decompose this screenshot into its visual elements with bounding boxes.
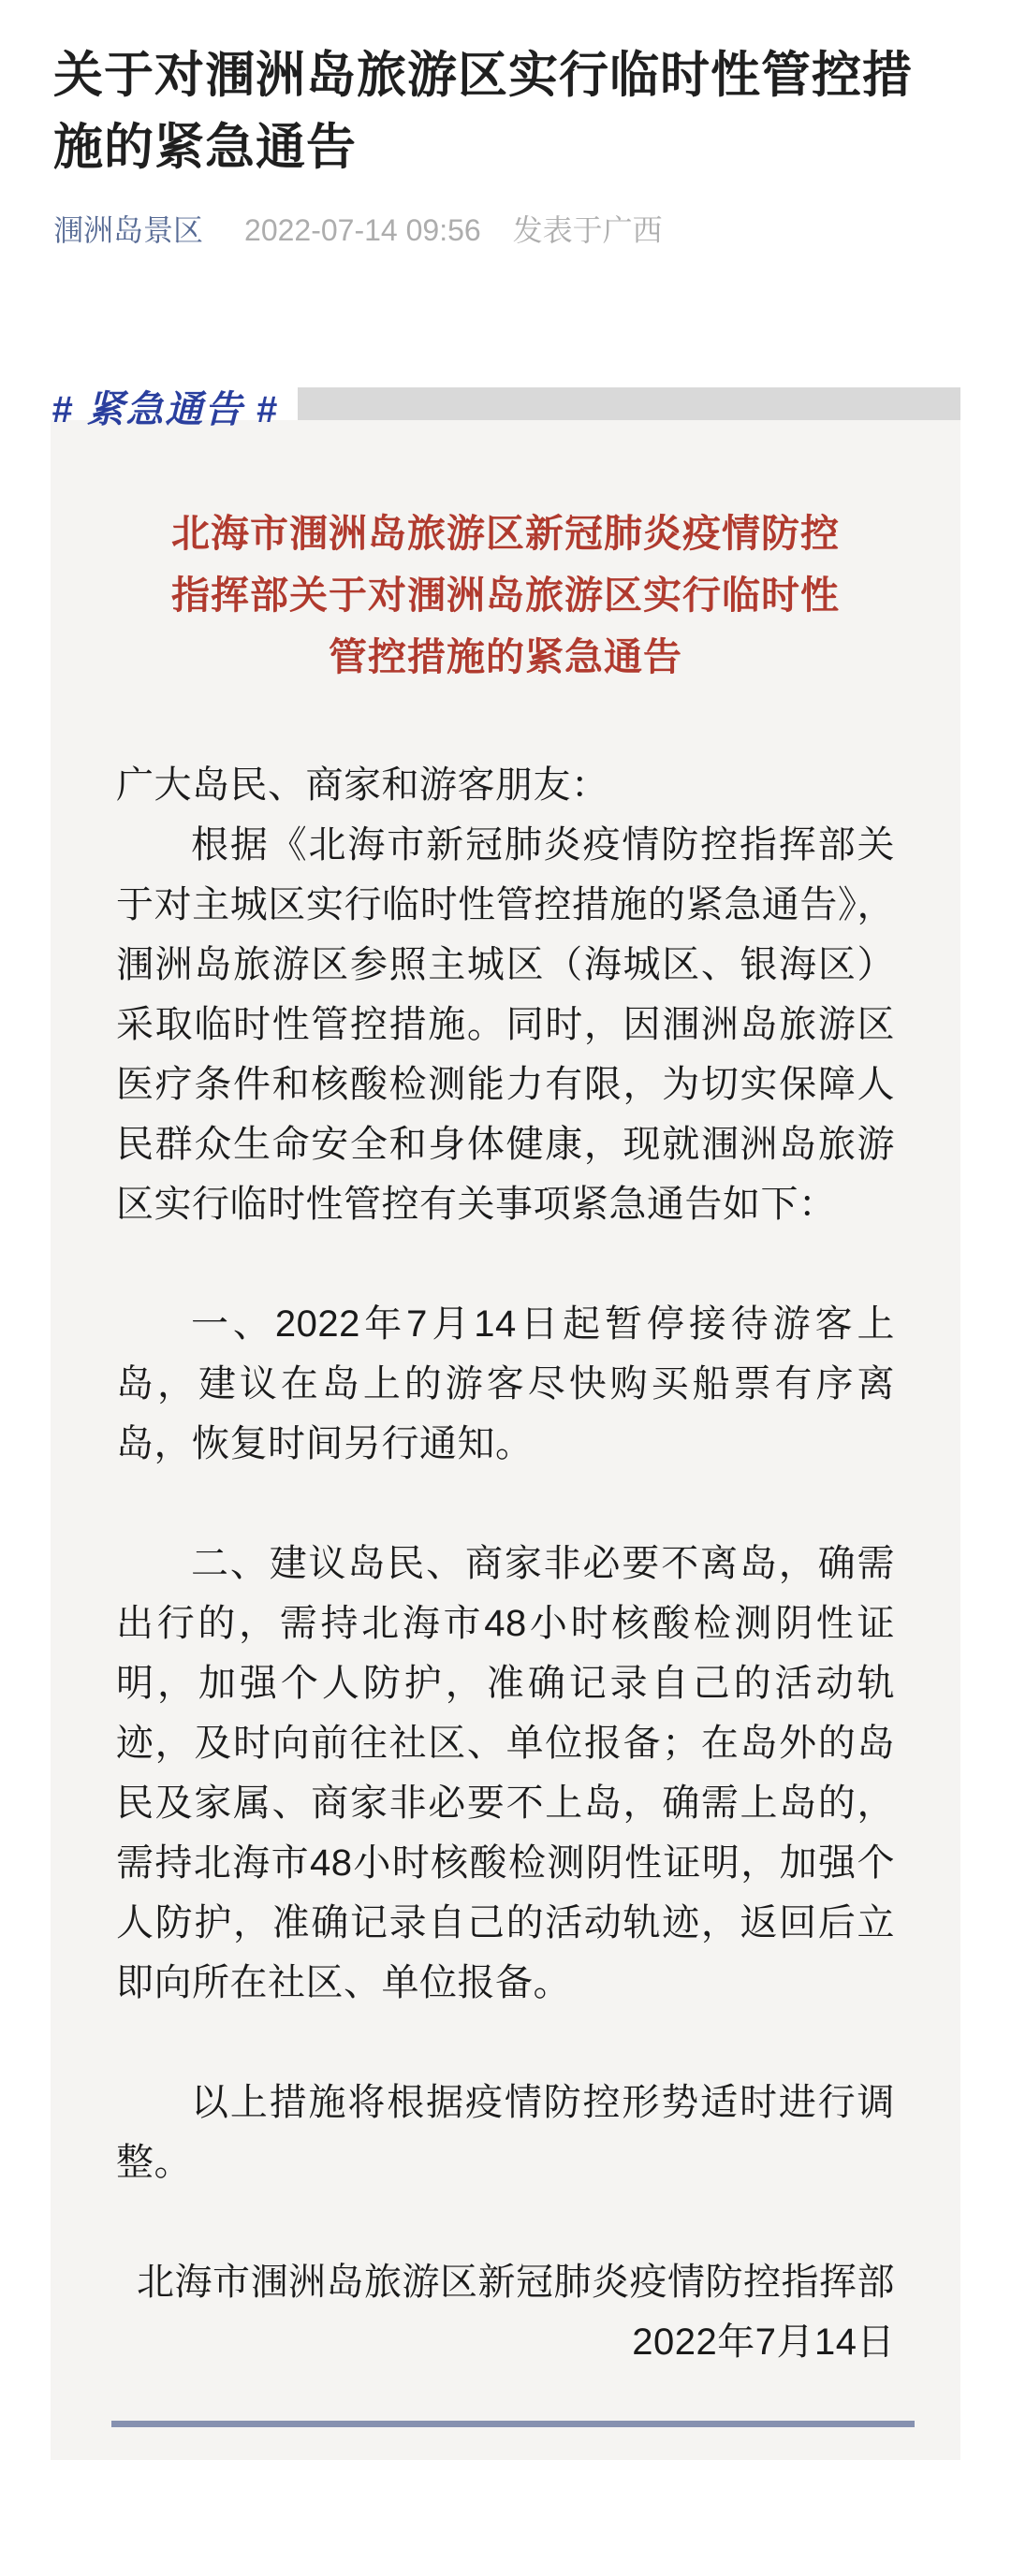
paragraph-adjustment-note: 以上措施将根据疫情防控形势适时进行调整。 [116, 2082, 895, 2183]
notice-card [51, 420, 960, 2460]
article-meta-row [53, 211, 958, 249]
notice-heading-line: 北海市涠洲岛旅游区新冠肺炎疫情防控 [171, 512, 840, 555]
notice-body [116, 755, 895, 2372]
account-link[interactable]: 涠洲岛景区 [53, 213, 204, 247]
publish-location: 发表于广西 [512, 213, 663, 247]
signature-date: 2022年7月14日 [632, 2321, 895, 2363]
article-title: 关于对涠洲岛旅游区实行临时性管控措施的紧急通告 [53, 48, 913, 175]
publish-time: 2022-07-14 09:56 [244, 213, 481, 247]
tag-strip-bar [298, 387, 960, 420]
paragraph-measure-2: 二、建议岛民、商家非必要不离岛，确需出行的，需持北海市48小时核酸检测阴性证明，加强个人防护，准确记录自己的活动轨迹，及时向前往社区、单位报备；在岛外的岛民及家属、商家非必要不上岛，确需上岛的，需持北海市48小时核酸检测阴性证明，加强个人防护，准确记录自己的活动轨迹，返回后立即向所在社区、单位报备。 [116, 1543, 895, 2003]
salutation-line: 广大岛民、商家和游客朋友： [116, 764, 609, 806]
notice-heading-line: 管控措施的紧急通告 [329, 635, 682, 678]
emergency-tag-row [51, 387, 960, 432]
signature-block [116, 2252, 895, 2372]
bottom-divider-rule [111, 2421, 915, 2427]
paragraph-measure-1: 一、2022年7月14日起暂停接待游客上岛，建议在岛上的游客尽快购买船票有序离岛，恢复时间另行通知。 [116, 1303, 895, 1464]
emergency-tag-label: # 紧急通告 # [51, 389, 279, 430]
paragraph-basis: 根据《北海市新冠肺炎疫情防控指挥部关于对主城区实行临时性管控措施的紧急通告》，涠洲岛旅游区参照主城区（海城区、银海区）采取临时性管控措施。同时，因涠洲岛旅游区医疗条件和核酸检测能力有限，为切实保障人民群众生命安全和身体健康，现就涠洲岛旅游区实行临时性管控有关事项紧急通告如下： [116, 824, 895, 1225]
notice-heading [116, 502, 895, 688]
notice-heading-line: 指挥部关于对涠洲岛旅游区实行临时性 [171, 574, 840, 617]
signature-issuer: 北海市涠洲岛旅游区新冠肺炎疫情防控指挥部 [137, 2262, 895, 2303]
